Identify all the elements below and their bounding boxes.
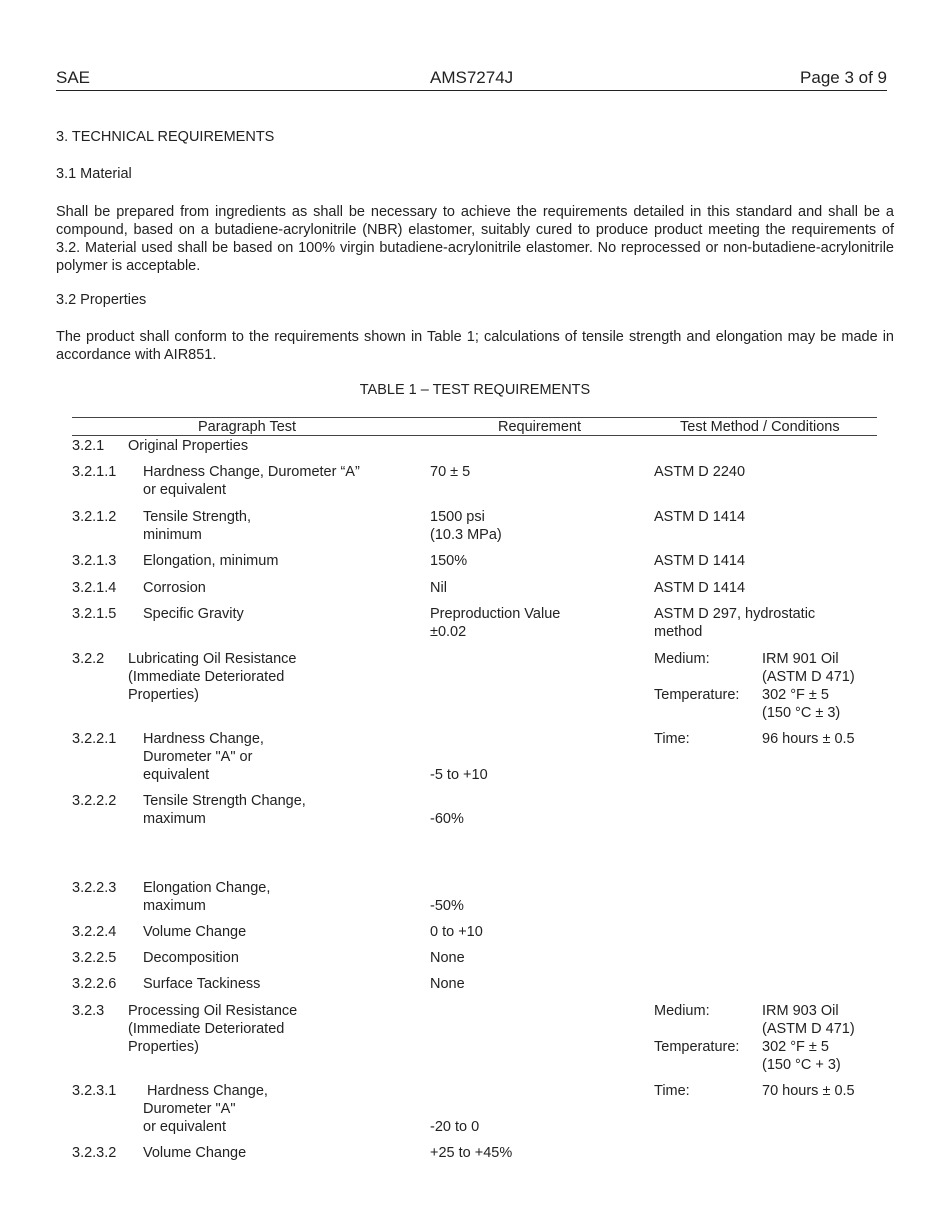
header-page-number: Page 3 of 9 [800, 68, 887, 87]
condition-label: Time: [654, 731, 690, 747]
row-number: 3.2.3.1 [72, 1083, 117, 1099]
row-number: 3.2.1.2 [72, 509, 117, 525]
row-number: 3.2.1.1 [72, 464, 117, 480]
row-requirement-cont: (10.3 MPa) [430, 527, 502, 543]
row-test: Hardness Change, Durometer “A” [143, 464, 360, 480]
section-heading: 3. TECHNICAL REQUIREMENTS [56, 129, 275, 145]
row-test-cont: or equivalent [143, 482, 227, 498]
condition-label: Time: [654, 1083, 690, 1099]
row-method: ASTM D 1414 [654, 580, 746, 596]
row-test: Elongation, minimum [143, 553, 279, 569]
row-requirement: 150% [430, 553, 468, 569]
row-test-cont: Durometer "A" or [143, 749, 253, 765]
condition-value: 96 hours ± 0.5 [762, 731, 855, 747]
row-test: Volume Change [143, 924, 247, 940]
condition-label: Medium: [654, 651, 710, 667]
row-test: Specific Gravity [143, 606, 244, 622]
condition-label: Temperature: [654, 687, 740, 703]
row-method: ASTM D 1414 [654, 553, 746, 569]
row-test-cont: (Immediate Deteriorated [128, 1021, 285, 1037]
row-number: 3.2.1.3 [72, 553, 117, 569]
col-header-test: Paragraph Test [198, 419, 297, 435]
row-test: Elongation Change, [143, 880, 271, 896]
condition-value-cont: (150 °C + 3) [762, 1057, 841, 1073]
row-requirement: -60% [430, 811, 464, 827]
row-test-cont: (Immediate Deteriorated [128, 669, 285, 685]
row-test: Tensile Strength, [143, 509, 252, 525]
material-paragraph: Shall be prepared from ingredients as shall be necessary to achieve the requirements detailed in this standard and shall be a compound, based on a butadiene-acrylonitrile (NBR) elastomer, suitably cured to produce product meeting the requirements of 3.2. Material used shall be based on 100% virgin butadiene-acrylonitrile elastomer. No reprocessed or non-butadiene-acrylonitrile polymer is acceptable. [56, 204, 894, 274]
condition-value-cont: (150 °C ± 3) [762, 705, 841, 721]
condition-value: 302 °F ± 5 [762, 687, 829, 703]
row-test: Hardness Change, [147, 1083, 268, 1099]
col-header-method: Test Method / Conditions [680, 419, 840, 435]
row-test: Hardness Change, [143, 731, 264, 747]
row-test: Lubricating Oil Resistance [128, 651, 297, 667]
condition-value-cont: (ASTM D 471) [762, 669, 855, 685]
row-test-cont: maximum [143, 898, 206, 914]
row-test: Tensile Strength Change, [143, 793, 306, 809]
row-test: Volume Change [143, 1145, 247, 1161]
header-org: SAE [56, 68, 91, 87]
row-requirement: +25 to +45% [430, 1145, 513, 1161]
row-test: Processing Oil Resistance [128, 1003, 298, 1019]
row-test-cont: or equivalent [143, 1119, 227, 1135]
row-test-cont: Properties) [128, 1039, 199, 1055]
condition-value: IRM 901 Oil [762, 651, 839, 667]
row-requirement: None [430, 976, 465, 992]
col-header-requirement: Requirement [498, 419, 582, 435]
row-number: 3.2.1.5 [72, 606, 117, 622]
row-test: Surface Tackiness [143, 976, 261, 992]
row-requirement: -20 to 0 [430, 1119, 480, 1135]
row-number: 3.2.2 [72, 651, 105, 667]
row-number: 3.2.2.3 [72, 880, 117, 896]
condition-value: IRM 903 Oil [762, 1003, 839, 1019]
row-method: ASTM D 2240 [654, 464, 746, 480]
row-requirement: Preproduction Value [430, 606, 561, 622]
row-number: 3.2.2.1 [72, 731, 117, 747]
condition-label: Temperature: [654, 1039, 740, 1055]
table-header-rule [72, 435, 877, 436]
row-number: 3.2.3 [72, 1003, 105, 1019]
row-requirement: -5 to +10 [430, 767, 488, 783]
condition-value: 70 hours ± 0.5 [762, 1083, 855, 1099]
row-test: Corrosion [143, 580, 206, 596]
row-requirement: Nil [430, 580, 447, 596]
row-test-cont: Properties) [128, 687, 199, 703]
row-test: Original Properties [128, 438, 249, 454]
row-test-cont: maximum [143, 811, 206, 827]
row-number: 3.2.2.2 [72, 793, 117, 809]
row-test-cont: equivalent [143, 767, 210, 783]
row-number: 3.2.2.6 [72, 976, 117, 992]
row-test-cont: Durometer "A" [143, 1101, 236, 1117]
row-method-cont: method [654, 624, 703, 640]
condition-value: 302 °F ± 5 [762, 1039, 829, 1055]
row-number: 3.2.1 [72, 438, 105, 454]
condition-label: Medium: [654, 1003, 710, 1019]
row-requirement: 70 ± 5 [430, 464, 471, 480]
properties-heading: 3.2 Properties [56, 292, 147, 308]
row-requirement: 0 to +10 [430, 924, 483, 940]
table-title: TABLE 1 – TEST REQUIREMENTS [359, 382, 591, 398]
row-number: 3.2.3.2 [72, 1145, 117, 1161]
row-test: Decomposition [143, 950, 239, 966]
material-heading: 3.1 Material [56, 166, 132, 182]
row-requirement: 1500 psi [430, 509, 485, 525]
page-header [56, 68, 887, 91]
header-doc-number: AMS7274J [430, 68, 514, 87]
condition-value-cont: (ASTM D 471) [762, 1021, 855, 1037]
row-method: ASTM D 297, hydrostatic [654, 606, 816, 622]
properties-paragraph: The product shall conform to the requirements shown in Table 1; calculations of tensile strength and elongation may be made in accordance with AIR851. [56, 329, 894, 363]
row-test-cont: minimum [143, 527, 202, 543]
row-requirement: -50% [430, 898, 464, 914]
row-number: 3.2.2.4 [72, 924, 117, 940]
row-method: ASTM D 1414 [654, 509, 746, 525]
row-requirement: None [430, 950, 465, 966]
row-number: 3.2.2.5 [72, 950, 117, 966]
row-requirement-cont: ±0.02 [430, 624, 467, 640]
row-number: 3.2.1.4 [72, 580, 117, 596]
